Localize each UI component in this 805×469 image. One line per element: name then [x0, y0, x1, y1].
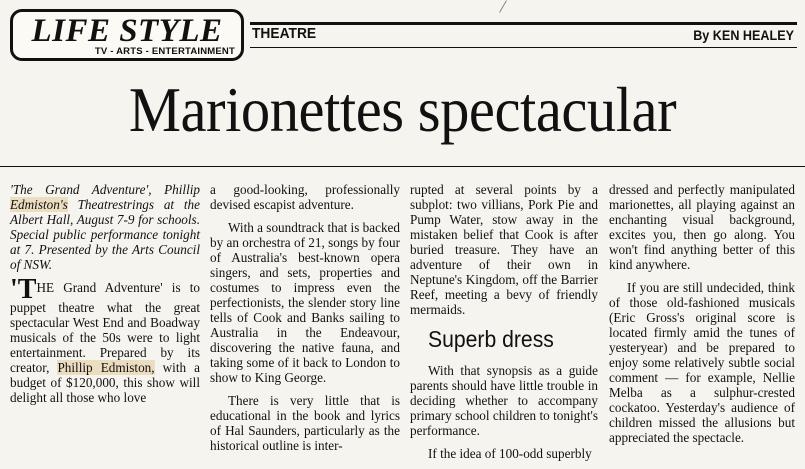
column-1: [10, 182, 200, 413]
column-4: [609, 182, 795, 453]
paragraph: rupted at several points by a subplot: two villians, Pork Pie and Pump Water, stow away in the mistaken belief that Cook is after buried treasure. They have an adventure of their own in Neptune's Kingdom, off the Barrier Reef, meeting a bevy of friendly mermaids.: [410, 182, 598, 317]
column-3: [410, 182, 598, 469]
lead-text: Grand Adventure' is to puppet theatre what the great spectacular West End and Boadway musicals of the 50s were to light entertainment. Prepared by its creator,: [10, 280, 200, 375]
subheading: Superb dress: [428, 326, 554, 352]
logo-subtitle: TV - ARTS - ENTERTAINMENT: [94, 46, 235, 57]
pencil-mark: [499, 0, 507, 13]
headline-rule: [0, 166, 805, 167]
intro-text-rest: Theatrestrings at the Albert Hall, August 7-9 for schools. Special public performance tonight at 7. Presented by the Arts Council of NSW.: [10, 197, 200, 272]
lead-highlight: Phillip Edmiston,: [57, 360, 155, 375]
masthead-rule-bottom: [250, 47, 797, 48]
intro-highlight: Edmiston's: [10, 197, 68, 212]
masthead-rule-top: [250, 22, 797, 25]
drop-cap: 'T: [10, 274, 37, 305]
life-style-logo: [10, 9, 244, 61]
column-2: [210, 182, 400, 461]
byline: By KEN HEALEY: [693, 27, 794, 43]
paragraph: dressed and perfectly manipulated marionettes, all playing against an enchanting visual background, excites you, then go along. You won't find anything better of this kind anywhere.: [609, 182, 795, 272]
logo-title: LIFE STYLE: [31, 13, 223, 49]
lead-caps: HE: [36, 280, 55, 295]
paragraph: With that synopsis as a guide parents should have little trouble in deciding whether to accompany primary school children to tonight's performance.: [410, 363, 598, 438]
intro-text: 'The Grand Adventure', Phillip: [10, 182, 200, 197]
paragraph: There is very little that is educational in the book and lyrics of Hal Saunders, particularly as the historical outline is inter-: [210, 393, 400, 453]
intro-paragraph: [10, 182, 200, 272]
paragraph: With a soundtrack that is backed by an orchestra of 21, songs by four of Australia's best-known opera singers, and sets, properties and costumes to impress even the perfectionists, the slender story line tells of Cook and Banks sailing to Australia in the Endeavour, discovering the native fauna, and taking some of it back to London to show to King George.: [210, 220, 400, 385]
lead-text-rest: with a budget of $120,000, this show will delight all those who love: [10, 360, 201, 405]
lead-paragraph: [10, 274, 201, 405]
paragraph: If the idea of 100-odd superbly: [428, 446, 592, 461]
section-label: THEATRE: [252, 25, 317, 42]
headline: Marionettes spectacular: [128, 75, 677, 145]
paragraph: If you are still undecided, think of those old-fashioned musicals (Eric Gross's original score is located firmly amid the tunes of yesteryear) and be prepared to enjoy some relatively subtle social comment — for example, Nellie Melba as a sulphur-crested cockatoo. Yesterday's audience of children missed the allusions but appreciated the spectacle.: [609, 280, 795, 445]
paragraph: a good-looking, professionally devised escapist adventure.: [210, 182, 400, 212]
